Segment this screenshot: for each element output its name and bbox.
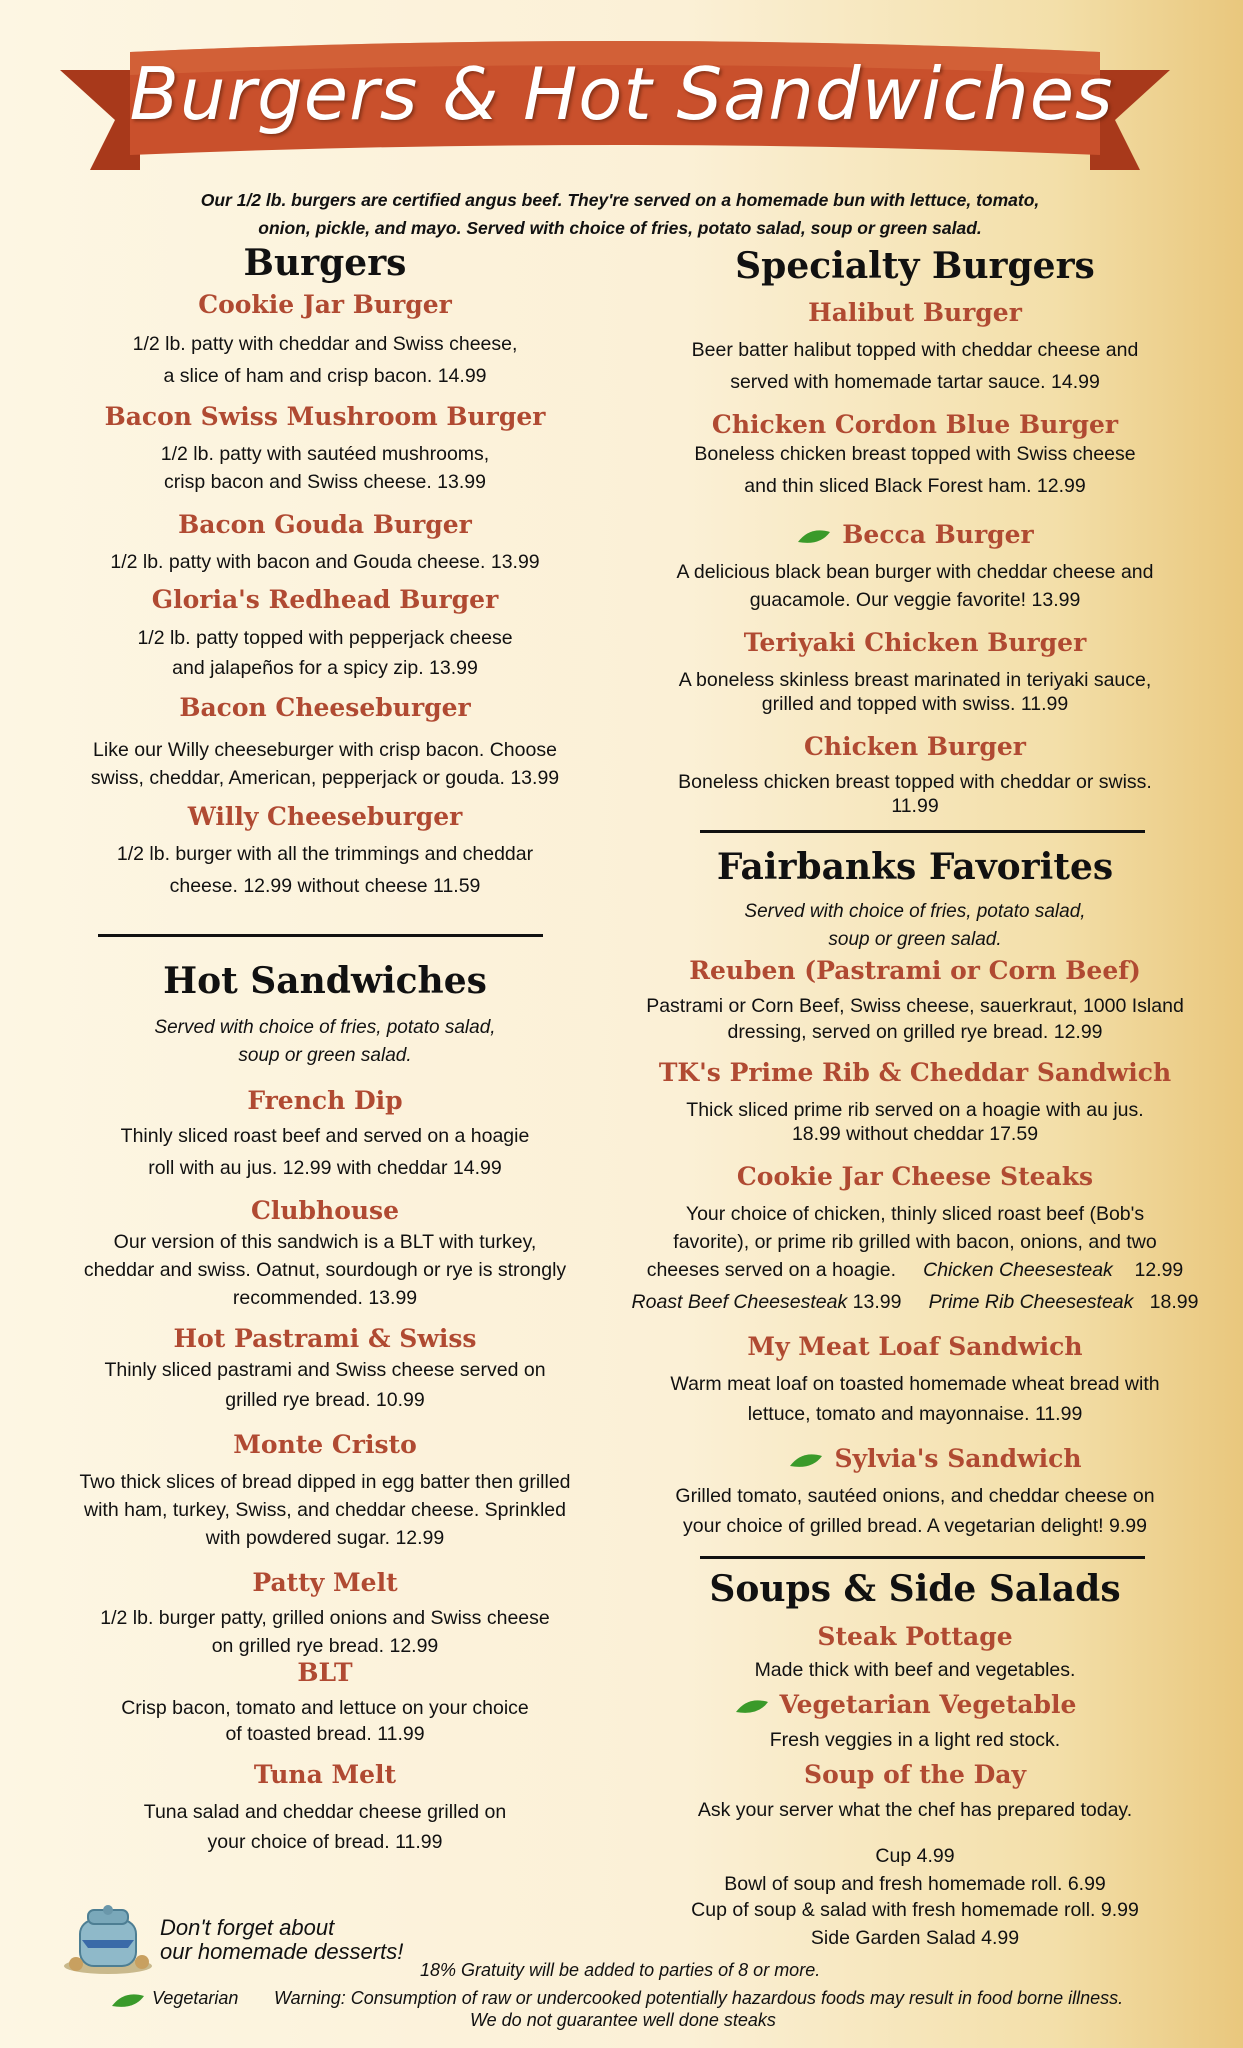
leaf-icon (734, 1698, 770, 1716)
leaf-icon (796, 528, 832, 546)
item-price: 13.99 (852, 1291, 902, 1313)
item-desc: Fresh veggies in a light red stock. (769, 1729, 1061, 1751)
section-subtitle: Served with choice of fries, potato salad, (744, 901, 1086, 922)
item-name: Halibut Burger (808, 298, 1022, 327)
price-line: Cup of soup & salad with fresh homemade roll. 9.99 (691, 1899, 1139, 1921)
item-desc: 1/2 lb. burger with all the trimmings and cheddar (116, 843, 534, 865)
item-variant: Prime Rib Cheesesteak (928, 1291, 1134, 1313)
item-desc: crisp bacon and Swiss cheese. 13.99 (164, 471, 486, 493)
item-name: Steak Pottage (817, 1622, 1013, 1651)
item-desc: Our version of this sandwich is a BLT with turkey, (113, 1231, 537, 1253)
item-variant: Roast Beef Cheesesteak (631, 1291, 848, 1313)
item-name: French Dip (247, 1086, 403, 1115)
item-name: Chicken Burger (804, 732, 1026, 761)
item-desc: grilled rye bread. 10.99 (225, 1389, 425, 1411)
item-desc: roll with au jus. 12.99 with cheddar 14.99 (148, 1157, 502, 1179)
item-desc: 11.99 (891, 795, 939, 817)
item-name: Bacon Cheeseburger (179, 693, 471, 722)
item-desc: 18.99 without cheddar 17.59 (791, 1123, 1039, 1145)
intro-line: onion, pickle, and mayo. Served with choice of fries, potato salad, soup or green salad. (258, 218, 982, 238)
item-desc: Thinly sliced roast beef and served on a hoagie (120, 1125, 530, 1147)
item-desc: a slice of ham and crisp bacon. 14.99 (163, 365, 487, 387)
item-price: 12.99 (1134, 1259, 1184, 1281)
item-name (630, 1444, 1200, 1473)
desserts-line: our homemade desserts! (160, 1939, 404, 1964)
item-name: Gloria's Redhead Burger (151, 585, 499, 614)
section-divider (700, 1556, 1145, 1559)
item-desc: guacamole. Our veggie favorite! 13.99 (749, 589, 1081, 611)
item-name: Hot Pastrami & Swiss (173, 1324, 477, 1353)
item-name: Bacon Gouda Burger (178, 510, 472, 539)
vegetarian-legend: Vegetarian (152, 1988, 239, 2008)
item-desc: Tuna salad and cheddar cheese grilled on (143, 1801, 507, 1823)
item-desc: Warm meat loaf on toasted homemade wheat bread with (670, 1373, 1160, 1395)
item-desc: your choice of bread. 11.99 (207, 1831, 443, 1853)
item-name: Willy Cheeseburger (187, 802, 463, 831)
warning-note: Warning: Consumption of raw or undercooked potentially hazardous foods may result in food borne illness. (274, 1988, 1124, 2008)
intro-text (170, 186, 1070, 242)
item-name: Cookie Jar Cheese Steaks (736, 1162, 1094, 1191)
left-column (40, 240, 610, 1853)
section-subtitle: soup or green salad. (828, 929, 1002, 950)
cookie-jar-icon (62, 1904, 154, 1976)
leaf-icon (110, 1992, 146, 2010)
desserts-line: Don't forget about (160, 1915, 335, 1940)
item-desc: and thin sliced Black Forest ham. 12.99 (744, 475, 1086, 497)
item-desc: with ham, turkey, Swiss, and cheddar cheese. Sprinkled (84, 1499, 566, 1521)
item-desc: 1/2 lb. burger patty, grilled onions and Swiss cheese (100, 1607, 550, 1629)
item-desc: and jalapeños for a spicy zip. 13.99 (172, 657, 478, 679)
item-name-text: Sylvia's Sandwich (834, 1444, 1082, 1473)
right-column (630, 240, 1200, 1960)
item-name: Reuben (Pastrami or Corn Beef) (689, 956, 1141, 985)
section-title-burgers: Burgers (243, 242, 407, 284)
page-title: Burgers & Hot Sandwiches (129, 52, 1114, 136)
item-desc: cheese. 12.99 without cheese 11.59 (169, 875, 481, 897)
item-name (630, 520, 1200, 549)
item-name: Patty Melt (252, 1568, 398, 1597)
section-title-soups: Soups & Side Salads (709, 1568, 1121, 1610)
item-desc: served with homemade tartar sauce. 14.99 (730, 371, 1100, 393)
item-name: TK's Prime Rib & Cheddar Sandwich (658, 1058, 1172, 1087)
item-desc: swiss, cheddar, American, pepperjack or gouda. 13.99 (90, 767, 560, 789)
leaf-icon (788, 1452, 824, 1470)
gratuity-note: 18% Gratuity will be added to parties of 8 or more. (420, 1960, 821, 1980)
section-subtitle: Served with choice of fries, potato salad, (154, 1017, 496, 1038)
section-title-specialty-burgers: Specialty Burgers (735, 245, 1095, 287)
item-name: Bacon Swiss Mushroom Burger (104, 402, 546, 431)
item-desc: Boneless chicken breast topped with Swiss cheese (694, 443, 1136, 465)
item-desc: with powdered sugar. 12.99 (205, 1527, 445, 1549)
item-desc: Pastrami or Corn Beef, Swiss cheese, sauerkraut, 1000 Island (646, 995, 1184, 1017)
item-desc: A delicious black bean burger with cheddar cheese and (676, 561, 1154, 583)
item-desc: lettuce, tomato and mayonnaise. 11.99 (747, 1403, 1083, 1425)
item-name (630, 1690, 1200, 1719)
item-desc: 1/2 lb. patty with sautéed mushrooms, (160, 443, 490, 465)
item-desc: Grilled tomato, sautéed onions, and cheddar cheese on (675, 1485, 1155, 1507)
item-desc: cheddar and swiss. Oatnut, sourdough or rye is strongly (83, 1259, 567, 1281)
item-name-text: Becca Burger (842, 520, 1034, 549)
item-desc: recommended. 13.99 (232, 1287, 418, 1309)
item-desc: favorite), or prime rib grilled with bacon, onions, and two (673, 1231, 1157, 1253)
section-title-hot-sandwiches: Hot Sandwiches (163, 960, 487, 1002)
item-desc: dressing, served on grilled rye bread. 12.99 (727, 1021, 1103, 1043)
item-name: Monte Cristo (233, 1430, 417, 1459)
item-desc: on grilled rye bread. 12.99 (211, 1635, 439, 1657)
item-desc: Beer batter halibut topped with cheddar cheese and (691, 339, 1139, 361)
item-desc: Crisp bacon, tomato and lettuce on your choice (121, 1697, 529, 1719)
section-title-fairbanks-favorites: Fairbanks Favorites (716, 846, 1114, 888)
item-name: Clubhouse (250, 1196, 400, 1225)
item-name: Teriyaki Chicken Burger (743, 628, 1087, 657)
intro-line: Our 1/2 lb. burgers are certified angus beef. They're served on a homemade bun with lettuce, tomato, (200, 190, 1040, 210)
item-desc: Boneless chicken breast topped with cheddar or swiss. (678, 771, 1152, 793)
item-desc: of toasted bread. 11.99 (225, 1723, 425, 1745)
item-name: Chicken Cordon Blue Burger (711, 410, 1119, 439)
item-desc: Your choice of chicken, thinly sliced roast beef (Bob's (685, 1203, 1145, 1225)
item-desc: your choice of grilled bread. A vegetarian delight! 9.99 (683, 1515, 1147, 1537)
item-name: My Meat Loaf Sandwich (747, 1332, 1083, 1361)
item-desc: Two thick slices of bread dipped in egg batter then grilled (79, 1471, 571, 1493)
item-desc-text: cheeses served on a hoagie. (646, 1259, 897, 1281)
item-name: BLT (297, 1658, 353, 1687)
item-name: Tuna Melt (253, 1760, 397, 1789)
section-divider (98, 934, 543, 937)
item-name: Soup of the Day (804, 1760, 1026, 1789)
item-desc: Ask your server what the chef has prepared today. (697, 1799, 1133, 1821)
item-desc (630, 1286, 1200, 1318)
price-line: Cup 4.99 (875, 1845, 955, 1867)
item-desc: 1/2 lb. patty with bacon and Gouda cheese. 13.99 (110, 551, 540, 573)
price-line: Bowl of soup and fresh homemade roll. 6.99 (724, 1873, 1106, 1895)
item-desc: Like our Willy cheeseburger with crisp bacon. Choose (93, 739, 557, 761)
item-price: 18.99 (1149, 1291, 1199, 1313)
item-desc: 1/2 lb. patty with cheddar and Swiss cheese, (132, 333, 518, 355)
item-desc: A boneless skinless breast marinated in teriyaki sauce, (678, 669, 1152, 691)
item-desc: grilled and topped with swiss. 11.99 (761, 693, 1069, 715)
item-desc: 1/2 lb. patty topped with pepperjack cheese (137, 627, 513, 649)
desserts-note (160, 1916, 403, 1964)
section-subtitle: soup or green salad. (238, 1045, 412, 1066)
price-line: Side Garden Salad 4.99 (810, 1927, 1020, 1949)
item-desc: Thinly sliced pastrami and Swiss cheese served on (104, 1359, 546, 1381)
item-desc: Thick sliced prime rib served on a hoagie with au jus. (686, 1099, 1144, 1121)
steaks-note: We do not guarantee well done steaks (470, 2010, 776, 2030)
section-divider (700, 830, 1145, 833)
item-variant: Chicken Cheesesteak (923, 1259, 1113, 1281)
item-desc: Made thick with beef and vegetables. (754, 1659, 1076, 1681)
item-name-text: Vegetarian Vegetable (779, 1690, 1077, 1719)
item-name: Cookie Jar Burger (198, 290, 452, 319)
item-desc (630, 1254, 1200, 1286)
